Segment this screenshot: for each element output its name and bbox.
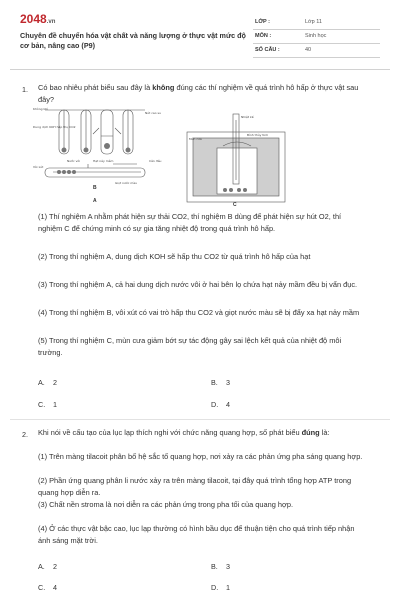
answer-option-d[interactable]: D. 1 [211,583,230,592]
answer-option-b[interactable]: B. 3 [211,562,230,571]
meta-value: Lớp 11 [305,19,322,25]
answer-option-a[interactable]: A. 2 [38,378,57,387]
meta-key: LỚP : [255,19,270,25]
caption-balance: Cân đầu [149,159,162,163]
statement: (4) Ở các thực vật bậc cao, lục lạp thường có hình bầu dục để thuận tiện cho quá trình tiếp nhận ánh sáng mặt trời. [38,524,355,545]
statement: (3) Trong thí nghiệm A, cả hai dung dịch nước vôi ở hai bên lọ chứa hạt nảy mầm đều bị vẩn đục. [38,280,358,289]
statement: (4) Trong thí nghiệm B, vôi xút có vai trò hấp thu CO2 và giọt nước màu sẽ bị đẩy xa hạt nảy mầm [38,308,360,317]
caption-colored-drop: Giọt nước màu [115,181,138,185]
caption-air: Không khí [33,107,48,111]
caption-seeds: Hạt nảy mầm [93,159,114,163]
experiment-figure [33,106,365,206]
meta-value: Sinh học [305,33,327,39]
caption-stopper: Nút cao su [145,111,162,115]
meta-key: MÔN : [255,33,272,39]
statement: (2) Phần ứng quang phân li nước xảy ra trên màng tilacoit, tại đây quá trình tổng hợp ATP trong quang hợp diễn ra. [38,476,352,497]
document-title: Chuyên đề chuyển hóa vật chất và năng lượng ở thực vật mức độ cơ bản, nâng cao (P9) [20,31,246,50]
caption-limewater: Nước vôi [67,159,81,163]
meta-table [253,16,380,58]
answer-option-b[interactable]: B. 3 [211,378,230,387]
caption-flask: Bình thủy tinh [247,133,269,137]
statement: (1) Thí nghiệm A nhằm phát hiện sự thải CO2, thí nghiệm B dùng để phát hiện sự hút O2, thí nghiệm C để chứng minh có sự gia tăng nhiệt độ trong quá trình hô hấp. [38,212,342,233]
answer-option-d[interactable]: D. 4 [211,400,230,409]
meta-key: SỐ CÂU : [255,47,280,53]
meta-value: 40 [305,47,312,53]
answer-option-c[interactable]: C. 4 [38,583,57,592]
caption-thermometer: Nhiệt kế [241,115,254,119]
answer-option-a[interactable]: A. 2 [38,562,57,571]
caption-soda-lime: Vôi xút [33,165,44,169]
answer-option-c[interactable]: C. 1 [38,400,57,409]
statement: (1) Trên màng tilacoit phân bố hệ sắc tố quang hợp, nơi xảy ra các phản ứng pha sáng quang hợp. [38,452,363,461]
figure-label-a: A [93,198,97,204]
caption-koh: Dung dịch KOH hấp thụ CO2 [33,125,76,129]
statement: (2) Trong thí nghiệm A, dung dịch KOH sẽ hấp thu CO2 từ quá trình hô hấp của hạt [38,252,311,261]
question-stem: Có bao nhiêu phát biểu sau đây là không đúng các thí nghiệm về quá trình hô hấp ở thực vật sau đây? [38,83,359,104]
question-stem: Khi nói về cấu tạo của lục lạp thích nghi với chức năng quang hợp, số phát biểu đúng là: [38,428,330,437]
question-number: 2. [22,430,28,439]
figure-label-c: C [233,202,237,206]
statement: (5) Trong thí nghiệm C, mùn cưa giảm bớt sự tác động gây sai lệch kết quả của nhiệt độ môi trường. [38,336,342,357]
header-divider [10,69,390,70]
meta-row-count [253,44,380,58]
page-header [20,10,380,60]
meta-row-subject [253,30,380,44]
caption-sawdust: Mùn cưa [189,137,202,141]
meta-row-grade [253,16,380,30]
brand-logo[interactable]: 2048.vn [20,12,56,26]
figure-label-b: B [93,185,97,191]
statement: (3) Chất nền stroma là nơi diễn ra các phản ứng trong pha tối của quang hợp. [38,500,293,509]
question-divider [10,419,390,420]
question-number: 1. [22,85,28,94]
